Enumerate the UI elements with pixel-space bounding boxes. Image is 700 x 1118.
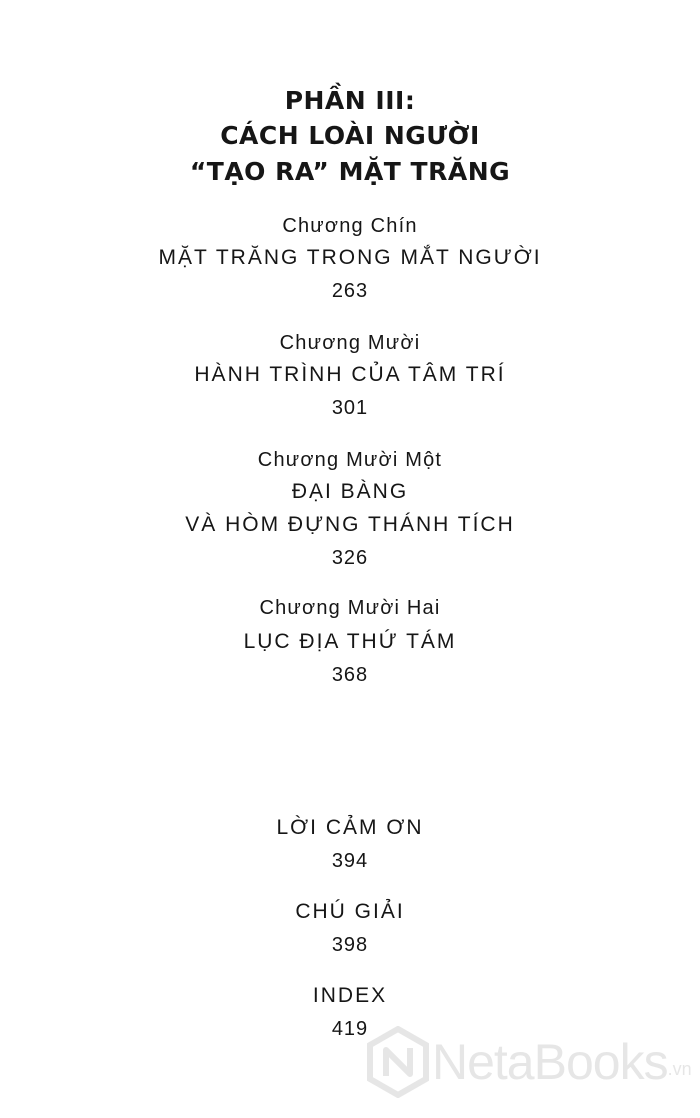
chapter-title: ĐẠI BÀNG <box>291 480 409 503</box>
chapter-page-number: 301 <box>331 397 369 419</box>
back-matter-page-number: 398 <box>331 934 369 956</box>
chapter-page-number: 368 <box>331 664 369 686</box>
back-matter-title: INDEX <box>312 984 388 1007</box>
chapter-label: Chương Mười Một <box>257 449 443 471</box>
back-matter-page-number: 419 <box>331 1018 369 1040</box>
chapter-label: Chương Mười <box>279 332 421 354</box>
watermark-brand: NetaBooks <box>432 1034 668 1090</box>
back-matter-title: LỜI CẢM ƠN <box>276 816 424 839</box>
chapter-label: Chương Chín <box>282 215 418 237</box>
watermark <box>366 1022 696 1102</box>
chapter-title: MẶT TRĂNG TRONG MẮT NGƯỜI <box>158 246 542 269</box>
back-matter-page-number: 394 <box>331 850 369 872</box>
netabooks-logo-icon <box>366 1026 430 1098</box>
chapter-page-number: 326 <box>331 547 369 569</box>
chapter-label: Chương Mười Hai <box>259 597 441 619</box>
part-heading-line-3: “TẠO RA” MẶT TRĂNG <box>189 157 511 186</box>
chapter-page-number: 263 <box>331 280 369 302</box>
watermark-suffix: .vn <box>667 1059 692 1079</box>
chapter-title: LỤC ĐỊA THỨ TÁM <box>243 630 457 653</box>
part-heading-line-1: PHẦN III: <box>284 86 416 115</box>
part-heading-line-2: CÁCH LOÀI NGƯỜI <box>220 121 480 150</box>
chapter-title: HÀNH TRÌNH CỦA TÂM TRÍ <box>194 363 506 386</box>
chapter-title: VÀ HÒM ĐỰNG THÁNH TÍCH <box>185 513 515 536</box>
back-matter-title: CHÚ GIẢI <box>295 900 405 923</box>
